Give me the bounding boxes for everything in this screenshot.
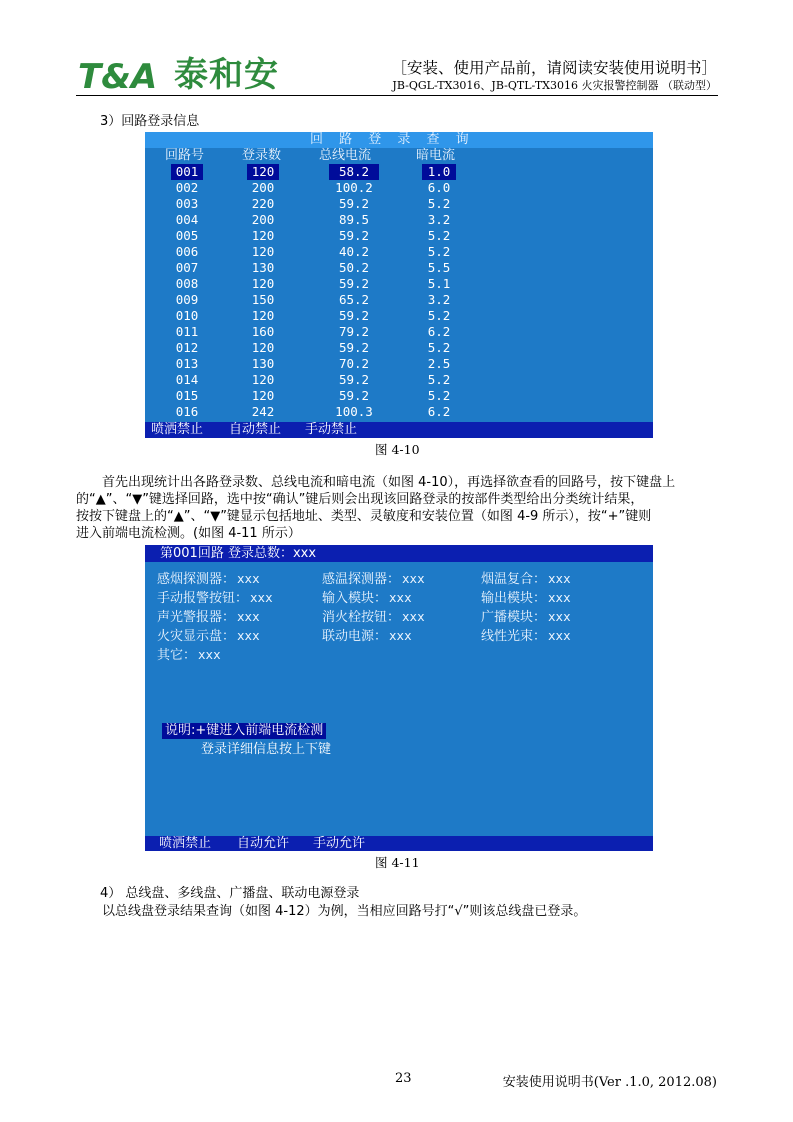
dark-current-cell: 1.0 [422, 164, 456, 180]
device-stat-item [481, 608, 571, 627]
table-row[interactable] [145, 212, 653, 228]
device-count-value: xxx [250, 590, 273, 605]
status-auto: 自动禁止 [229, 422, 282, 437]
login-count-cell: 120 [251, 372, 275, 387]
bus-current-cell: 59.2 [338, 388, 370, 403]
table-row[interactable] [145, 260, 653, 276]
bus-current-cell: 100.3 [335, 404, 373, 419]
device-count-value: xxx [402, 571, 425, 586]
device-stat-item [157, 627, 260, 646]
device-count-value: xxx [389, 590, 412, 605]
bus-current-cell: 50.2 [338, 260, 370, 275]
device-count-value: xxx [237, 571, 260, 586]
ta-logo-mark [78, 55, 170, 95]
dark-current-cell: 6.2 [427, 324, 451, 339]
screen1-title: 回 路 登 录 查 询 [310, 132, 475, 147]
loop-id-cell: 006 [175, 244, 199, 259]
loop-id-cell: 002 [175, 180, 199, 195]
dark-current-cell: 2.5 [427, 356, 451, 371]
device-type-label: 输入模块： [322, 591, 388, 606]
screen2-title: 第001回路 登录总数：xxx [160, 546, 317, 561]
device-stat-item [157, 589, 273, 608]
loop-id-cell: 007 [175, 260, 199, 275]
status-manual: 手动禁止 [305, 422, 358, 437]
logo-mark-text: T&A [78, 57, 158, 95]
device-stat-item [322, 608, 425, 627]
table-row[interactable] [145, 244, 653, 260]
loop-id-cell: 005 [175, 228, 199, 243]
instruction-paragraph [76, 474, 722, 542]
table-row[interactable] [145, 180, 653, 196]
login-count-cell: 120 [251, 388, 275, 403]
col-header-loop: 回路号 [165, 148, 205, 163]
dark-current-cell: 6.2 [427, 404, 451, 419]
bus-current-cell: 89.5 [338, 212, 370, 227]
hint-current-check: 说明:+键进入前端电流检测 [162, 723, 326, 739]
para-line-3: 按按下键盘上的“▲”、“▼”键显示包括地址、类型、灵敏度和安装位置（如图 4-9 所示），按“+”键则 [76, 509, 652, 524]
loop-detail-screen [145, 545, 653, 851]
status-manual: 手动允许 [313, 836, 366, 851]
table-row[interactable] [145, 356, 653, 372]
table-row[interactable] [145, 404, 653, 420]
login-count-cell: 120 [251, 276, 275, 291]
login-count-cell: 150 [251, 292, 275, 307]
login-count-cell: 120 [251, 340, 275, 355]
login-count-cell: 220 [251, 196, 275, 211]
login-count-cell: 160 [251, 324, 275, 339]
device-count-value: xxx [548, 609, 571, 624]
col-header-bus-current: 总线电流 [319, 148, 372, 163]
header-title: ［安装、使用产品前，请阅读安装使用说明书］ [391, 59, 717, 77]
device-type-label: 声光警报器： [157, 610, 236, 625]
device-type-label: 联动电源： [322, 629, 388, 644]
col-header-dark-current: 暗电流 [416, 148, 456, 163]
device-stat-item [322, 589, 412, 608]
device-type-label: 烟温复合： [481, 572, 547, 587]
section-3-heading: 3）回路登录信息 [100, 114, 200, 129]
login-count-cell: 120 [251, 244, 275, 259]
bus-current-cell: 59.2 [338, 228, 370, 243]
status-spray: 喷洒禁止 [151, 422, 204, 437]
loop-id-cell: 001 [171, 164, 203, 180]
device-stat-item [322, 627, 412, 646]
hint-detail-keys: 登录详细信息按上下键 [201, 742, 332, 757]
device-count-value: xxx [237, 609, 260, 624]
device-type-label: 感温探测器： [322, 572, 401, 587]
header-info [391, 58, 717, 93]
loop-id-cell: 008 [175, 276, 199, 291]
table-row[interactable] [145, 324, 653, 340]
screen1-status-bar [145, 422, 653, 438]
bus-current-cell: 40.2 [338, 244, 370, 259]
loop-id-cell: 013 [175, 356, 199, 371]
dark-current-cell: 6.0 [427, 180, 451, 195]
device-count-value: xxx [548, 571, 571, 586]
login-count-cell: 200 [251, 212, 275, 227]
device-stat-item [157, 646, 221, 665]
login-count-cell: 120 [251, 228, 275, 243]
device-count-value: xxx [402, 609, 425, 624]
dark-current-cell: 5.1 [427, 276, 451, 291]
login-count-cell: 120 [247, 164, 279, 180]
device-type-label: 火灾显示盘： [157, 629, 236, 644]
bus-current-cell: 59.2 [338, 276, 370, 291]
company-logo [78, 55, 279, 95]
para-line-1: 首先出现统计出各路登录数、总线电流和暗电流（如图 4-10），再选择欲查看的回路号，按下键盘上 [102, 475, 676, 490]
device-stat-item [481, 570, 571, 589]
screen2-status-bar [145, 836, 653, 851]
bus-current-cell: 59.2 [338, 196, 370, 211]
footer-doc-version: 安装使用说明书(Ver .1.0, 2012.08) [502, 1075, 717, 1090]
dark-current-cell: 5.2 [427, 308, 451, 323]
loop-id-cell: 009 [175, 292, 199, 307]
screen2-title-bar [145, 545, 653, 562]
table-row[interactable] [145, 228, 653, 244]
bus-current-cell: 65.2 [338, 292, 370, 307]
dark-current-cell: 5.2 [427, 228, 451, 243]
device-count-value: xxx [389, 628, 412, 643]
device-type-label: 线性光束： [481, 629, 547, 644]
table-row[interactable] [145, 164, 653, 180]
device-stat-item [157, 570, 260, 589]
loop-id-cell: 004 [175, 212, 199, 227]
device-type-label: 手动报警按钮： [157, 591, 249, 606]
loop-id-cell: 003 [175, 196, 199, 211]
table-row[interactable] [145, 372, 653, 388]
login-count-cell: 130 [251, 260, 275, 275]
col-header-count: 登录数 [242, 148, 282, 163]
dark-current-cell: 5.2 [427, 244, 451, 259]
figure-caption-4-11: 图 4-11 [375, 855, 420, 870]
screen1-title-bar [145, 132, 653, 148]
bus-current-cell: 59.2 [338, 372, 370, 387]
dark-current-cell: 5.2 [427, 388, 451, 403]
device-count-value: xxx [198, 647, 221, 662]
status-auto: 自动允许 [237, 836, 290, 851]
device-type-label: 广播模块： [481, 610, 547, 625]
table-row[interactable] [145, 388, 653, 404]
dark-current-cell: 5.2 [427, 340, 451, 355]
dark-current-cell: 3.2 [427, 212, 451, 227]
dark-current-cell: 3.2 [427, 292, 451, 307]
header-rule [76, 95, 718, 96]
login-count-cell: 242 [251, 404, 275, 419]
device-count-value: xxx [548, 628, 571, 643]
login-count-cell: 200 [251, 180, 275, 195]
figure-caption-4-10: 图 4-10 [375, 442, 420, 457]
header-subtitle: JB-QGL-TX3016、JB-QTL-TX3016 火灾报警控制器 （联动型） [392, 79, 717, 92]
login-count-cell: 130 [251, 356, 275, 371]
loop-id-cell: 014 [175, 372, 199, 387]
para-line-4: 进入前端电流检测。(如图 4-11 所示） [76, 526, 301, 541]
bus-current-cell: 59.2 [338, 340, 370, 355]
device-count-value: xxx [237, 628, 260, 643]
bus-current-cell: 58.2 [329, 164, 379, 180]
page-number: 23 [395, 1071, 412, 1086]
section-4-heading: 4） 总线盘、多线盘、广播盘、联动电源登录 [100, 886, 360, 901]
table-row[interactable] [145, 196, 653, 212]
status-spray: 喷洒禁止 [159, 836, 212, 851]
section-4-text: 以总线盘登录结果查询（如图 4-12）为例，当相应回路号打“√”则该总线盘已登录。 [102, 904, 587, 919]
device-type-label: 消火栓按钮： [322, 610, 401, 625]
loop-id-cell: 016 [175, 404, 199, 419]
dark-current-cell: 5.5 [427, 260, 451, 275]
dark-current-cell: 5.2 [427, 372, 451, 387]
para-line-2: 的“▲”、“▼”键选择回路，选中按“确认”键后则会出现该回路登录的按部件类型给出分类统计结果， [76, 492, 644, 507]
bus-current-cell: 70.2 [338, 356, 370, 371]
logo-chinese-name: 泰和安 [174, 55, 279, 95]
table-row[interactable] [145, 292, 653, 308]
device-stat-item [322, 570, 425, 589]
bus-current-cell: 79.2 [338, 324, 370, 339]
bus-current-cell: 59.2 [338, 308, 370, 323]
device-stat-item [481, 589, 571, 608]
bus-current-cell: 100.2 [335, 180, 373, 195]
dark-current-cell: 5.2 [427, 196, 451, 211]
table-row[interactable] [145, 276, 653, 292]
table-row[interactable] [145, 340, 653, 356]
device-stat-item [481, 627, 571, 646]
device-stat-item [157, 608, 260, 627]
device-type-label: 输出模块： [481, 591, 547, 606]
device-type-label: 感烟探测器： [157, 572, 236, 587]
loop-login-query-screen [145, 132, 653, 438]
loop-id-cell: 012 [175, 340, 199, 355]
table-row[interactable] [145, 308, 653, 324]
loop-id-cell: 015 [175, 388, 199, 403]
loop-id-cell: 011 [175, 324, 199, 339]
loop-id-cell: 010 [175, 308, 199, 323]
login-count-cell: 120 [251, 308, 275, 323]
device-count-value: xxx [548, 590, 571, 605]
device-type-label: 其它： [157, 648, 197, 663]
